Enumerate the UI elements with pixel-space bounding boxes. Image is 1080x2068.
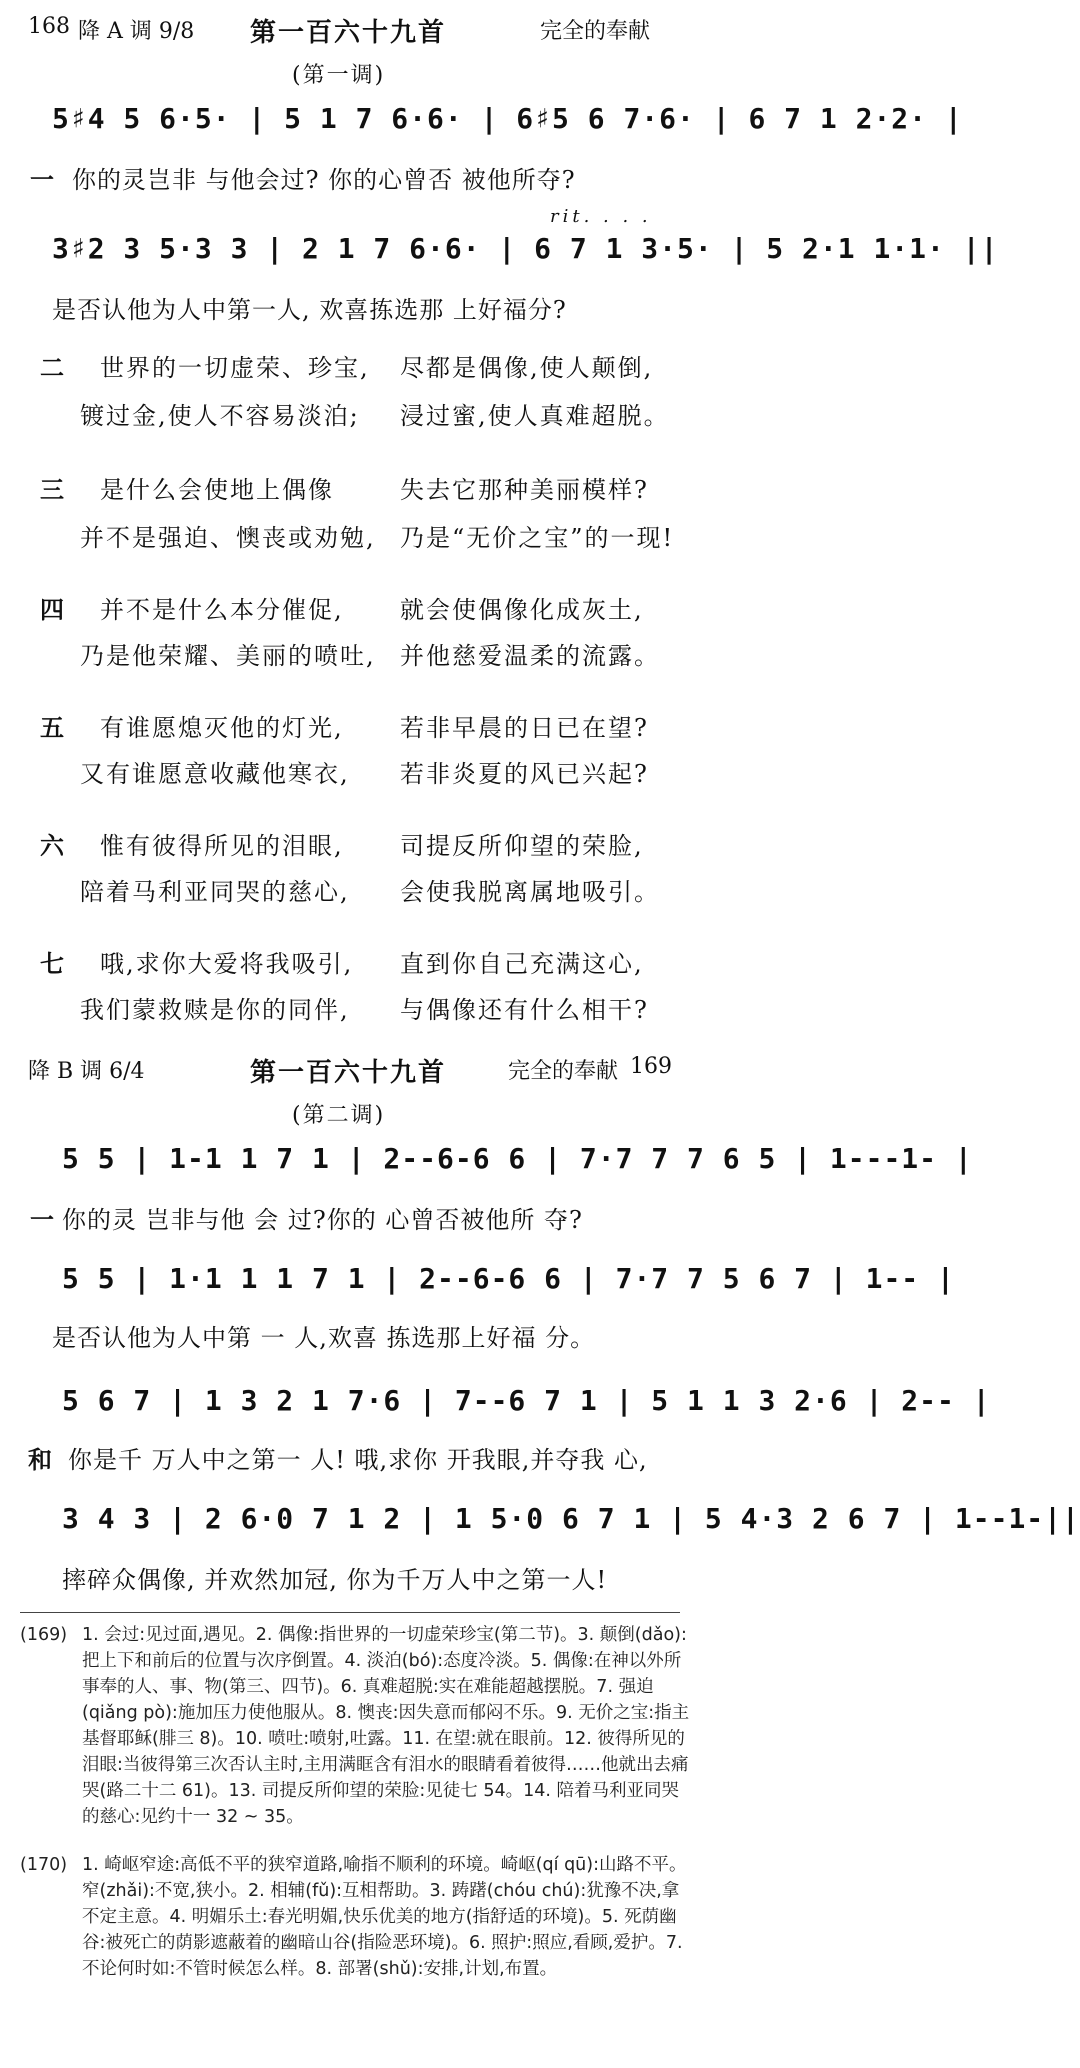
footnote-text: 1. 会过:见过面,遇见。2. 偶像:指世界的一切虚荣珍宝(第二节)。3. 颠倒(dǎo):把上下和前后的位置与次序倒置。4. 淡泊(bó):态度冷淡。5. 偶像:在神以外所事奉的人、事、物(第三、四节)。6. 真难超脱:实在难能超越摆脱。7. 强迫(qiǎng pò):施加压力使他服从。8. 懊丧:因失意而郁闷不乐。9. 无价之宝:指主基督耶稣(腓三 8)。10. 喷吐:喷射,吐露。11. 在望:就在眼前。12. 彼得所见的泪眼:当彼得第三次否认主时,主用满眶含有泪水的眼睛看着彼得……他就出去痛哭(路二十二 61)。13. 司提反所仰望的荣脸:见徒七 54。14. 陪着马利亚同哭的慈心:见约十一 32 ~ 35。 (82, 1625, 690, 1827)
verse-line: 司提反所仰望的荣脸, (400, 832, 644, 860)
verse-line: 乃是“无价之宝”的一现! (400, 524, 675, 552)
tune-subtitle-2: (第二调) (292, 1103, 386, 1128)
verse-number: 四 (40, 595, 64, 624)
verse-line: 就会使偶像化成灰土, (400, 596, 644, 624)
verse-number: 三 (40, 475, 64, 504)
key-signature-1: 降 A 调 9/8 (78, 19, 195, 44)
verse-line: 并不是强迫、懊丧或劝勉, (80, 524, 376, 552)
score2-row-1: 5 5 | 1-1 1 7 1 | 2--6-6 6 | 7·7 7 7 6 5 | 1---1- | (62, 1142, 973, 1175)
verse-number: 二 (40, 353, 64, 382)
verse-number: 五 (40, 713, 64, 742)
verse-line: 尽都是偶像,使人颠倒, (400, 354, 654, 382)
verse-line: 哦,求你大爱将我吸引, (100, 950, 354, 978)
footnote-divider (20, 1612, 680, 1613)
score-lyric-2: 是否认他为人中第一人, 欢喜拣选那 上好福分? (52, 296, 567, 324)
page-number-right: 169 (630, 1054, 672, 1079)
verse-line: 是什么会使地上偶像 (100, 476, 334, 504)
verse-line: 又有谁愿意收藏他寒衣, (80, 760, 350, 788)
footnote-number: (169) (20, 1625, 68, 1645)
score2-lyric-2: 是否认他为人中第 一 人,欢喜 拣选那上好福 分。 (52, 1324, 596, 1352)
verse-line: 若非炎夏的风已兴起? (400, 760, 649, 788)
score2-row-3: 5 6 7 | 1 3 2 1 7·6 | 7--6 7 1 | 5 1 1 3 2·6 | 2-- | (62, 1384, 991, 1417)
verse-line: 直到你自己充满这心, (400, 950, 644, 978)
footnote-number: (170) (20, 1855, 68, 1875)
verse-line: 与偶像还有什么相干? (400, 996, 649, 1024)
score2-row-2: 5 5 | 1·1 1 1 7 1 | 2--6-6 6 | 7·7 7 5 6 7 | 1-- | (62, 1262, 955, 1295)
verse-line: 并他慈爱温柔的流露。 (400, 642, 660, 670)
verse-line: 世界的一切虚荣、珍宝, (100, 354, 370, 382)
hymn-title-1: 第一百六十九首 (250, 18, 447, 48)
hymn-title-2: 第一百六十九首 (250, 1058, 447, 1088)
verse-number-1: 一 (30, 165, 54, 194)
verse-line: 乃是他荣耀、美丽的喷吐, (80, 642, 376, 670)
verse-line: 有谁愿熄灭他的灯光, (100, 714, 344, 742)
verse-line: 浸过蜜,使人真难超脱。 (400, 402, 670, 430)
score-row-1: 5♯4 5 6·5· | 5 1 7 6·6· | 6♯5 6 7·6· | 6 7 1 2·2· | (52, 102, 963, 135)
verse-line: 惟有彼得所见的泪眼, (100, 832, 344, 860)
footnote-169 (20, 1622, 690, 1862)
ritardando-mark: rit. . . . (550, 206, 652, 227)
score2-row-4: 3 4 3 | 2 6·0 7 1 2 | 1 5·0 6 7 1 | 5 4·3 2 6 7 | 1--1-|| (62, 1502, 1080, 1535)
verse-line: 失去它那种美丽模样? (400, 476, 649, 504)
verse-line: 并不是什么本分催促, (100, 596, 344, 624)
section-name-2: 完全的奉献 (508, 1059, 619, 1084)
score2-lyric-1: 你的灵 岂非与他 会 过?你的 心曾否被他所 夺? (62, 1206, 583, 1234)
score-lyric-1: 你的灵岂非 与他会过? 你的心曾否 被他所夺? (72, 166, 576, 194)
key-signature-2: 降 B 调 6/4 (28, 1059, 145, 1084)
footnote-text: 1. 崎岖窄途:高低不平的狭窄道路,喻指不顺利的环境。崎岖(qí qū):山路不平。窄(zhǎi):不宽,狭小。2. 相辅(fǔ):互相帮助。3. 踌躇(chóu chú):犹豫不决,拿不定主意。4. 明媚乐土:春光明媚,快乐优美的地方(指舒适的环境)。5. 死荫幽谷:被死亡的荫影遮蔽着的幽暗山谷(指险恶环境)。6. 照护:照应,看顾,爱护。7. 不论何时如:不管时候怎么样。8. 部署(shǔ):安排,计划,布置。 (82, 1855, 687, 1979)
verse-line: 陪着马利亚同哭的慈心, (80, 878, 350, 906)
verse-number: 七 (40, 949, 64, 978)
score-row-2: 3♯2 3 5·3 3 | 2 1 7 6·6· | 6 7 1 3·5· | 5 2·1 1·1· || (52, 232, 999, 265)
verse-line: 会使我脱离属地吸引。 (400, 878, 660, 906)
chorus-label: 和 (28, 1445, 52, 1474)
tune-subtitle-1: (第一调) (292, 63, 386, 88)
score2-lyric-3: 你是千 万人中之第一 人! 哦,求你 开我眼,并夺我 心, (68, 1446, 648, 1474)
footnote-170 (20, 1852, 690, 2062)
verse-line: 镀过金,使人不容易淡泊; (80, 402, 360, 430)
section-name-1: 完全的奉献 (540, 19, 651, 44)
verse-line: 我们蒙救赎是你的同伴, (80, 996, 350, 1024)
score2-lyric-4: 摔碎众偶像, 并欢然加冠, 你为千万人中之第一人! (62, 1566, 608, 1594)
verse-line: 若非早晨的日已在望? (400, 714, 649, 742)
score2-verse-number-1: 一 (30, 1205, 54, 1234)
page-number-left: 168 (28, 14, 70, 39)
verse-number: 六 (40, 831, 64, 860)
